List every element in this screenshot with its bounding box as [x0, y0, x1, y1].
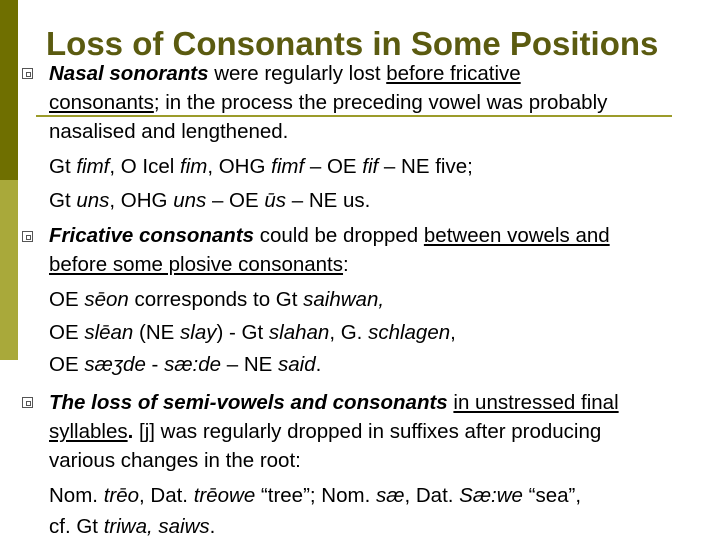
form: schlagen: [368, 321, 451, 344]
form: sēon: [84, 288, 129, 311]
bullet-square-icon: [22, 397, 33, 408]
sidebar-accent-dark: [0, 0, 18, 180]
bullet-3-line-1: [49, 391, 619, 415]
text: ,: [450, 321, 456, 344]
underlined-text: in unstressed final: [453, 391, 619, 414]
text: – OE: [304, 155, 363, 178]
form: trēo: [103, 484, 140, 507]
bullet-1-line-2: [49, 91, 607, 115]
form: uns: [173, 189, 207, 212]
form: fimf: [271, 155, 305, 178]
text: – NE us.: [286, 189, 371, 212]
form: said: [278, 353, 316, 376]
underlined-text: between vowels and: [423, 224, 610, 247]
text: :: [343, 253, 349, 276]
text: , OHG: [109, 189, 174, 212]
text: , O Icel: [109, 155, 181, 178]
text: Gt: [49, 189, 77, 212]
bullet-3-example-1: [49, 484, 581, 508]
form: fimf: [76, 155, 110, 178]
text: , Dat.: [404, 484, 460, 507]
text: OE: [49, 288, 85, 311]
bullet-3-line-3: various changes in the root:: [49, 449, 301, 472]
text: [j] was regularly dropped in suffixes after producing: [133, 420, 602, 443]
text: ) - Gt: [216, 321, 269, 344]
form: ūs: [264, 189, 287, 212]
form: saihwan,: [303, 288, 385, 311]
term: Nasal sonorants: [49, 62, 209, 85]
bullet-1-example-1: [49, 155, 473, 179]
bullet-1-example-2: [49, 189, 370, 213]
text: -: [145, 353, 165, 376]
text: – NE: [221, 353, 279, 376]
slide-title: Loss of Consonants in Some Positions: [46, 25, 659, 62]
title-underline-rule: [36, 115, 672, 117]
text: , OHG: [207, 155, 272, 178]
text: corresponds to Gt: [128, 288, 304, 311]
bullet-square-icon: [22, 231, 33, 242]
text: , Dat.: [139, 484, 194, 507]
text: , G.: [329, 321, 369, 344]
bullet-2-line-1: [49, 224, 610, 248]
text: (NE: [133, 321, 181, 344]
text: “sea”,: [522, 484, 582, 507]
text: “tree”; Nom.: [255, 484, 376, 507]
text: were regularly lost: [208, 62, 387, 85]
text: Nom.: [49, 484, 104, 507]
text: .: [315, 353, 322, 376]
form: slay: [180, 321, 217, 344]
term: The loss of semi-vowels and consonants: [49, 391, 448, 414]
text: Gt: [49, 155, 77, 178]
text: OE: [49, 353, 85, 376]
form: trēowe: [193, 484, 256, 507]
form: fif: [362, 155, 379, 178]
form: uns: [76, 189, 110, 212]
bullet-3-example-2: [49, 515, 215, 539]
bullet-2-example-1: [49, 288, 384, 312]
text: ; in the process the preceding vowel was probably: [153, 91, 608, 114]
form: sæ: [375, 484, 405, 507]
term: Fricative consonants: [49, 224, 255, 247]
form: slēan: [84, 321, 134, 344]
form: slahan: [268, 321, 330, 344]
bullet-1-line-3: nasalised and lengthened.: [49, 120, 289, 143]
text: could be dropped: [254, 224, 424, 247]
text: – OE: [206, 189, 265, 212]
bullet-2-example-3: [49, 353, 321, 377]
text: .: [209, 515, 216, 538]
form: triwa, saiws: [103, 515, 210, 538]
bullet-3-line-2: [49, 420, 601, 444]
text: cf. Gt: [49, 515, 104, 538]
form: Sæ:we: [459, 484, 523, 507]
text: .: [127, 420, 134, 443]
bullet-1-line-1: [49, 62, 521, 86]
sidebar-accent-light: [0, 180, 18, 360]
text: OE: [49, 321, 85, 344]
form: sæ:de: [164, 353, 222, 376]
text: – NE five;: [378, 155, 473, 178]
bullet-2-line-2: [49, 253, 349, 277]
form: sæʒde: [84, 353, 146, 376]
underlined-text: syllables: [49, 420, 128, 443]
bullet-square-icon: [22, 68, 33, 79]
underlined-text: consonants: [49, 91, 154, 114]
underlined-text: before fricative: [386, 62, 521, 85]
form: fim: [180, 155, 208, 178]
bullet-2-example-2: [49, 321, 456, 345]
underlined-text: before some plosive consonants: [49, 253, 344, 276]
